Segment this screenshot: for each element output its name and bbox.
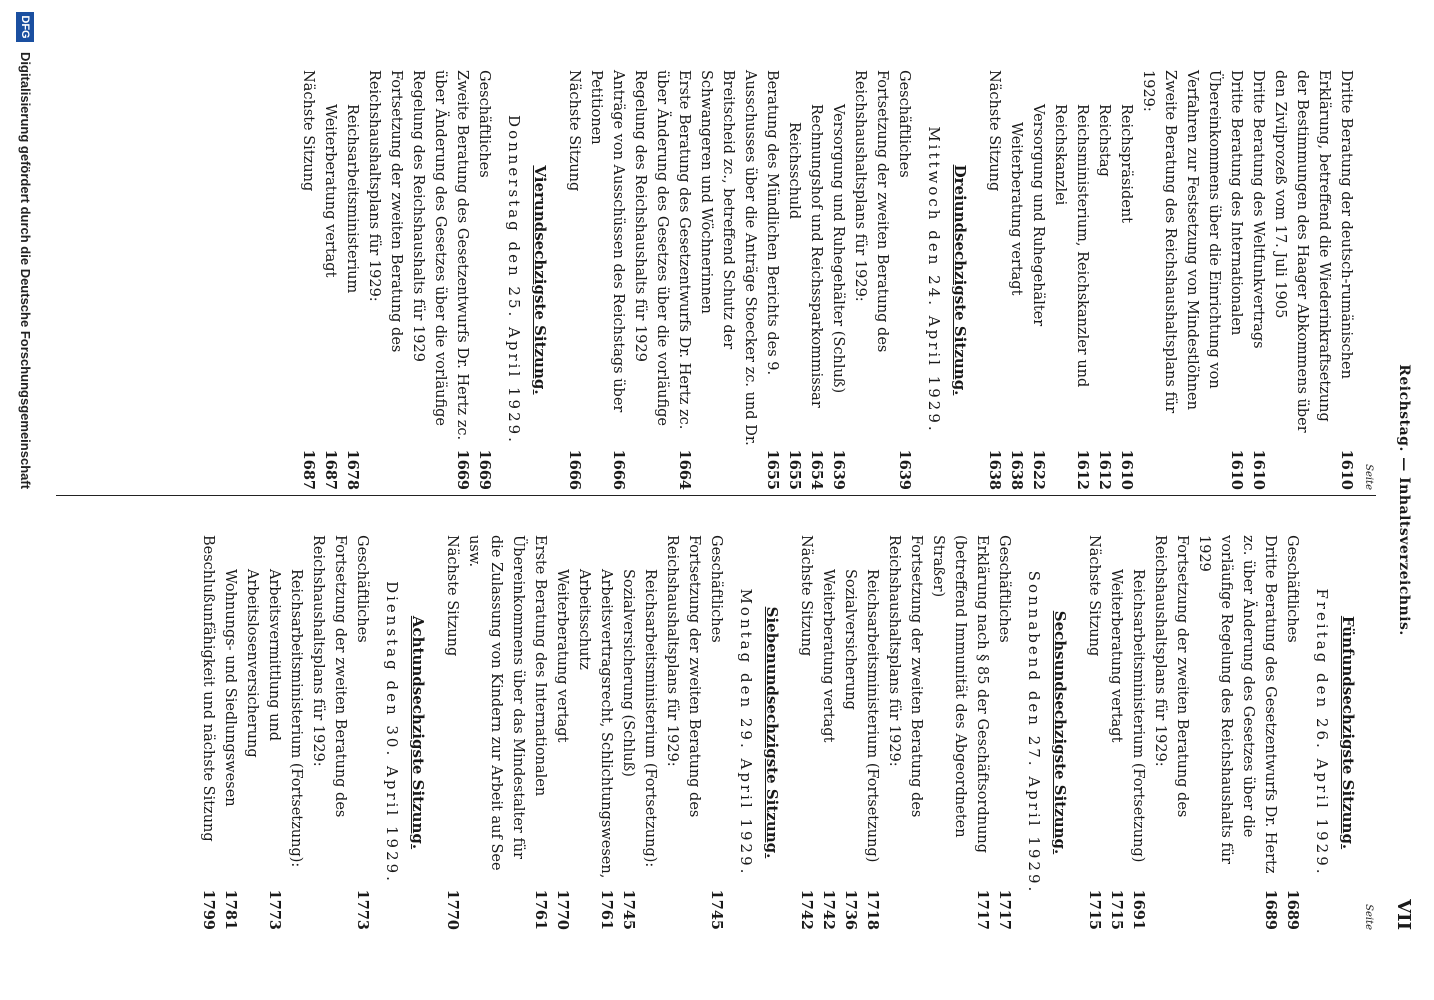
entry-page: 1666 xyxy=(566,449,583,490)
toc-entry xyxy=(1093,70,1115,490)
entry-text: Rechnungshof und Reichssparkommissar xyxy=(808,104,824,408)
seite-label: Seite xyxy=(1363,904,1374,930)
session-block xyxy=(983,70,1357,490)
toc-entry xyxy=(1281,535,1303,930)
toc-entry xyxy=(1149,535,1193,930)
entry-text: Weiterberatung vertagt xyxy=(1108,569,1124,743)
entry-page: 1666 xyxy=(610,449,627,490)
toc-entry xyxy=(1181,70,1247,490)
session-date: Sonnabend den 27. April 1929. xyxy=(1025,570,1043,895)
entry-text: Reichsministerium, Reichskanzler und Reichskanzlei xyxy=(1052,104,1090,388)
entry-page: 1638 xyxy=(986,449,1003,490)
entry-text: Geschäftliches xyxy=(1284,535,1300,643)
entry-text: Zweite Beratung des Gesetzentwurfs Dr. Hertz zc. über Änderung des Gesetzes über die vorläufige Regelung des Reichshaushalts für 1929 xyxy=(410,70,470,441)
toc-entry xyxy=(351,535,373,930)
entry-page: 1610 xyxy=(1228,449,1245,490)
session-block xyxy=(563,70,969,490)
entry-page: 1745 xyxy=(708,889,725,930)
toc-entry xyxy=(983,70,1005,490)
entry-text: Anträge von Ausschüssen des Reichstags über Petitionen xyxy=(588,70,626,413)
entry-text: Sozialversicherung (Schluß) xyxy=(620,569,636,777)
toc-entry xyxy=(639,535,661,930)
entry-page: 1742 xyxy=(798,889,815,930)
toc-entry xyxy=(695,70,783,490)
toc-entry xyxy=(1115,70,1137,490)
entry-page: 1770 xyxy=(444,889,461,930)
toc-entry xyxy=(241,535,285,930)
entry-text: Geschäftliches xyxy=(354,535,370,643)
session-title: Achtundsechzigste Sitzung. xyxy=(409,615,427,850)
entry-text: Erklärung nach § 85 der Geschäftsordnung (betreffend Immunität des Abgeordneten Straßer) xyxy=(930,535,990,854)
entry-page xyxy=(307,886,351,930)
toc-entry xyxy=(441,535,463,930)
toc-entry xyxy=(573,535,617,930)
toc-entry xyxy=(363,70,407,490)
session-title: Sechsundsechzigste Sitzung. xyxy=(1051,610,1069,855)
entry-page: 1669 xyxy=(476,449,493,490)
entry-text: Zweite Beratung des Reichshaushaltsplans für 1929: xyxy=(1140,70,1178,414)
toc-entry xyxy=(1193,535,1281,930)
digitization-text: Digitalisierung gefördert durch die Deutsche Forschungsgemeinschaft xyxy=(18,52,33,490)
entry-text: Fortsetzung der zweiten Beratung des Reichshaushaltsplans für 1929: xyxy=(310,535,348,818)
entry-text: Nächste Sitzung xyxy=(566,70,582,192)
entry-page: 1638 xyxy=(1008,449,1025,490)
entry-page: 1718 xyxy=(864,889,881,930)
entry-page: 1799 xyxy=(200,889,217,930)
entry-text: Reichsarbeitsministerium (Fortsetzung) xyxy=(1130,569,1146,863)
entry-page: 1745 xyxy=(620,889,637,930)
entry-page: 1655 xyxy=(764,449,781,490)
toc-entry xyxy=(407,70,473,490)
entry-page: 1742 xyxy=(820,889,837,930)
toc-entry xyxy=(849,70,893,490)
entry-text: Nächste Sitzung xyxy=(300,70,316,192)
toc-entry xyxy=(319,70,341,490)
session-block xyxy=(441,535,781,930)
entry-text: Beratung des Mündlichen Berichts des 9. Ausschusses über die Anträge Stoecker zc. und Dr. Breitscheid zc., betreffend Schutz der Schwangeren und Wöchnerinnen xyxy=(698,70,780,446)
toc-entry xyxy=(1049,70,1093,490)
entry-text: Weiterberatung vertagt xyxy=(322,104,338,278)
entry-text: Erste Beratung des Internationalen Übereinkommens über das Mindestalter für die Zulassung von Kindern zur Arbeit auf See usw. xyxy=(466,535,548,871)
entry-text: Reichstag xyxy=(1096,104,1112,177)
session-title: Fünfundsechzigste Sitzung. xyxy=(1339,615,1357,850)
entry-text: Nächste Sitzung xyxy=(1086,535,1102,657)
toc-entry xyxy=(1137,70,1181,490)
right-column xyxy=(183,535,1374,930)
session-block xyxy=(795,535,1069,930)
toc-entry xyxy=(795,535,817,930)
session-title: Dreiundsechzigste Sitzung. xyxy=(951,164,969,396)
entry-text: Dritte Beratung der deutsch-rumänischen Erklärung, betreffend die Wiederinkraftsetzung der Bestimmungen des Haager Abkommens über den Zivilprozeß vom 17. Juli 1905 xyxy=(1272,70,1354,433)
digitization-note xyxy=(12,0,36,1000)
entry-text: Weiterberatung vertagt xyxy=(554,569,570,743)
entry-page: 1773 xyxy=(354,889,371,930)
toc-entry xyxy=(197,535,219,930)
entry-text: Reichsarbeitsministerium (Fortsetzung): xyxy=(288,569,304,868)
entry-page: 1655 xyxy=(786,449,803,490)
entry-text: Arbeitsvermittlung und Arbeitslosenversicherung xyxy=(244,569,282,758)
entry-text: Fortsetzung der zweiten Beratung des Reichshaushaltsplans für 1929: xyxy=(1152,535,1190,818)
entry-page: 1678 xyxy=(344,449,361,490)
toc-entry xyxy=(861,535,883,930)
toc-entry xyxy=(463,535,551,930)
toc-entry xyxy=(219,535,241,930)
entry-text: Geschäftliches xyxy=(896,70,912,178)
toc-entry xyxy=(883,535,927,930)
entry-text: Nächste Sitzung xyxy=(798,535,814,657)
entry-page: 1669 xyxy=(454,449,471,490)
session-date: Donnerstag den 25. April 1929. xyxy=(505,115,523,445)
seite-label: Seite xyxy=(1363,464,1374,490)
entry-text: Nächste Sitzung xyxy=(444,535,460,657)
entry-page: 1664 xyxy=(676,449,693,490)
entry-page xyxy=(883,886,927,930)
entry-page: 1610 xyxy=(1118,449,1135,490)
entry-page: 1715 xyxy=(1108,889,1125,930)
entry-text: Wohnungs- und Siedlungswesen xyxy=(222,569,238,807)
toc-entry xyxy=(839,535,861,930)
entry-page xyxy=(363,446,407,490)
entry-text: Dritte Beratung des Weltfunkvertrags xyxy=(1250,70,1266,349)
entry-text: Weiterberatung vertagt xyxy=(1008,122,1024,296)
session-date: Freitag den 26. April 1929. xyxy=(1313,588,1331,877)
toc-entry xyxy=(307,535,351,930)
entry-page: 1622 xyxy=(1030,449,1047,490)
entry-page xyxy=(1137,446,1181,490)
entry-page: 1689 xyxy=(1262,889,1279,930)
toc-entry xyxy=(805,70,827,490)
entry-text: Erste Beratung des Gesetzentwurfs Dr. Hertz zc. über Änderung des Gesetzes über die vorläufige Regelung des Reichshaushalts für 1929 xyxy=(632,70,692,430)
entry-page: 1717 xyxy=(996,889,1013,930)
entry-page: 1610 xyxy=(1250,449,1267,490)
toc-entry xyxy=(341,70,363,490)
entry-text: Sozialversicherung xyxy=(842,569,858,710)
toc-entry xyxy=(705,535,727,930)
session-block xyxy=(197,535,427,930)
entry-page: 1770 xyxy=(554,889,571,930)
toc-entry xyxy=(285,535,307,930)
entry-text: Fortsetzung der zweiten Beratung des Reichshaushaltsplans für 1929: xyxy=(664,535,702,818)
entry-text: Fortsetzung der zweiten Beratung des Reichshaushaltsplans für 1929: xyxy=(886,535,924,818)
entry-page: 1639 xyxy=(896,449,913,490)
toc-entry xyxy=(993,535,1015,930)
entry-page xyxy=(849,446,893,490)
toc-entry xyxy=(927,535,993,930)
toc-entry xyxy=(661,535,705,930)
entry-page: 1639 xyxy=(830,449,847,490)
dfg-logo: DFG xyxy=(16,12,34,42)
left-column xyxy=(283,70,1374,490)
column-divider xyxy=(56,495,1376,496)
entry-page: 1761 xyxy=(532,889,549,930)
toc-entry xyxy=(551,535,573,930)
entry-text: Arbeitsvertragsrecht, Schlichtungswesen, Arbeitsschutz xyxy=(576,569,614,879)
toc-entry xyxy=(827,70,849,490)
entry-page xyxy=(285,886,307,930)
toc-entry xyxy=(1027,70,1049,490)
toc-entry xyxy=(563,70,585,490)
entry-text: Geschäftliches xyxy=(476,70,492,178)
session-date: Dienstag den 30. April 1929. xyxy=(383,581,401,884)
toc-entry xyxy=(473,70,495,490)
left-sessions xyxy=(297,70,1357,490)
entry-text: Nächste Sitzung xyxy=(986,70,1002,192)
entry-page xyxy=(1149,886,1193,930)
entry-text: Reichsarbeitsministerium (Fortsetzung): xyxy=(642,569,658,868)
session-date: Mittwoch den 24. April 1929. xyxy=(925,126,943,434)
entry-page: 1687 xyxy=(322,449,339,490)
session-block xyxy=(297,70,549,490)
toc-entry xyxy=(893,70,915,490)
entry-page: 1761 xyxy=(598,889,615,930)
session-block xyxy=(1083,535,1357,930)
entry-text: Reichsarbeitsministerium xyxy=(344,104,360,294)
toc-entry xyxy=(629,70,695,490)
entry-text: Dritte Beratung des Gesetzentwurfs Dr. Hertz zc. über Änderung des Gesetzes über die vorläufige Regelung des Reichshaushalts für 1929 xyxy=(1196,535,1278,874)
toc-entry xyxy=(297,70,319,490)
session-title: Vierundsechzigste Sitzung. xyxy=(531,165,549,395)
entry-page: 1612 xyxy=(1096,449,1113,490)
entry-text: Reichspräsident xyxy=(1118,104,1134,224)
entry-page: 1781 xyxy=(222,889,239,930)
entry-text: Versorgung und Ruhegehälter (Schluß) xyxy=(830,104,846,394)
entry-page: 1654 xyxy=(808,449,825,490)
page-number: VII xyxy=(1393,899,1414,930)
entry-text: Fortsetzung der zweiten Beratung des Reichshaushaltsplans für 1929: xyxy=(366,70,404,353)
entry-text: Fortsetzung der zweiten Beratung des Reichshaushaltsplans für 1929: xyxy=(852,70,890,353)
toc-entry xyxy=(585,70,629,490)
toc-entry xyxy=(1005,70,1027,490)
toc-entry xyxy=(1269,70,1357,490)
session-date: Montag den 29. April 1929. xyxy=(737,588,755,877)
toc-entry xyxy=(1105,535,1127,930)
entry-text: Dritte Beratung des Internationalen Übereinkommens über die Einrichtung von Verfahren zur Festsetzung von Mindestlöhnen xyxy=(1184,70,1244,410)
entry-text: Geschäftliches xyxy=(996,535,1012,643)
toc-entry xyxy=(1083,535,1105,930)
running-title: Reichstag. — Inhaltsverzeichnis. xyxy=(1396,364,1412,636)
page-header xyxy=(1386,60,1416,940)
toc-entry xyxy=(617,535,639,930)
entry-page: 1610 xyxy=(1338,449,1355,490)
entry-text: Reichsarbeitsministerium (Fortsetzung) xyxy=(864,569,880,863)
entry-page: 1773 xyxy=(266,889,283,930)
entry-page xyxy=(661,886,705,930)
right-sessions xyxy=(197,535,1357,930)
entry-page xyxy=(639,886,661,930)
entry-text: Beschlußunfähigkeit und nächste Sitzung xyxy=(200,535,216,842)
entry-text: Geschäftliches xyxy=(708,535,724,643)
entry-text: Weiterberatung vertagt xyxy=(820,569,836,743)
toc-entry xyxy=(817,535,839,930)
entry-page: 1717 xyxy=(974,889,991,930)
entry-page: 1736 xyxy=(842,889,859,930)
session-title: Siebenundsechzigste Sitzung. xyxy=(763,606,781,859)
toc-entry xyxy=(1247,70,1269,490)
entry-page: 1691 xyxy=(1130,889,1147,930)
entry-text: Reichsschuld xyxy=(786,122,802,220)
entry-text: Versorgung und Ruhegehälter xyxy=(1030,104,1046,327)
entry-page: 1689 xyxy=(1284,889,1301,930)
toc-entry xyxy=(1127,535,1149,930)
entry-page: 1715 xyxy=(1086,889,1103,930)
toc-entry xyxy=(783,70,805,490)
entry-page: 1612 xyxy=(1074,449,1091,490)
entry-page: 1687 xyxy=(300,449,317,490)
